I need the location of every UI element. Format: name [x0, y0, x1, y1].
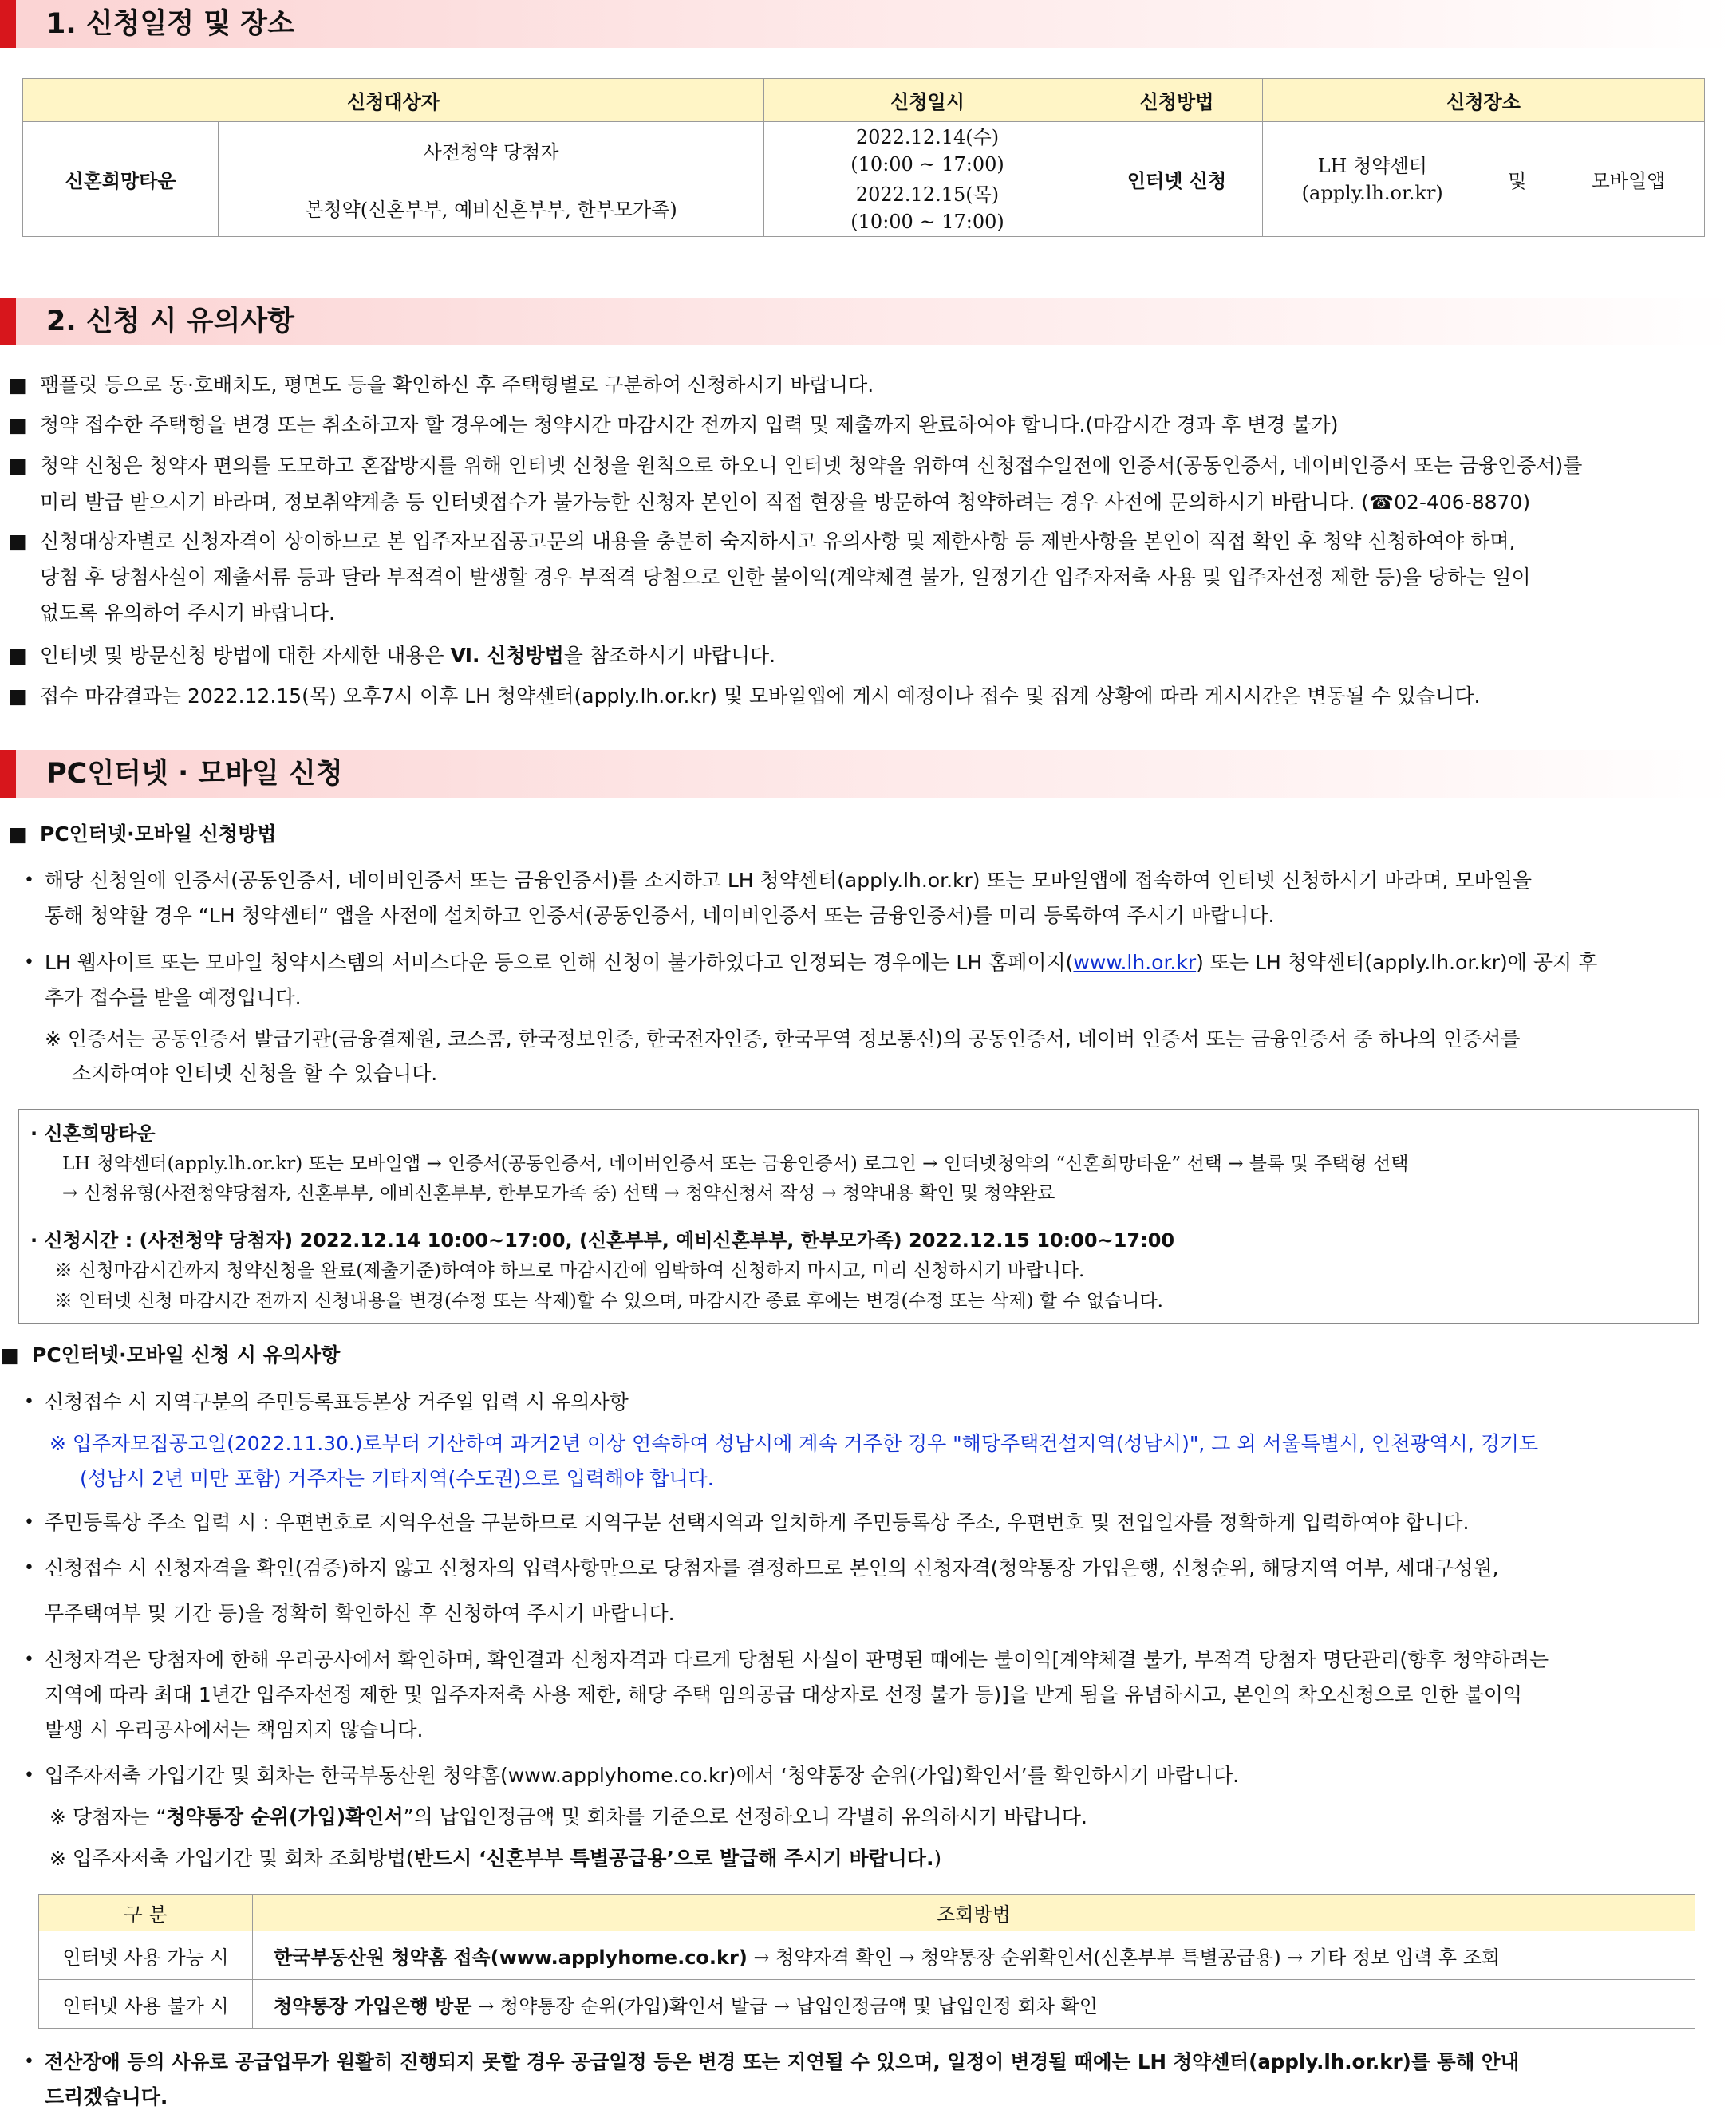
paragraph: 발생 시 우리공사에서는 책임지지 않습니다. [45, 1718, 424, 1741]
date-text: 2022.12.14(수) [855, 125, 1000, 148]
inquiry-category: 인터넷 사용 불가 시 [39, 1980, 253, 2029]
paragraph: 지역에 따라 최대 1년간 입주자선정 제한 및 입주자저축 사용 제한, 해당 주택 임의공급 대상자로 선정 불가 등)]을 받게 됨을 유념하시고, 본인의 착오신청으로 인한 불이익 [45, 1683, 1523, 1706]
application-info-box [18, 1109, 1699, 1324]
notice-text: 을 참조하시기 바랍니다. [563, 644, 776, 667]
bullet-dot: • [24, 1765, 34, 1785]
blue-note: (성남시 2년 미만 포함) 거주자는 기타지역(수도권)으로 입력해야 합니다. [80, 1467, 714, 1490]
note-text: ※ 입주자저축 가입기간 및 회차 조회방법( [49, 1847, 414, 1870]
bullet-dot: • [24, 1558, 34, 1578]
place-cell [1263, 122, 1705, 237]
paragraph: 해당 신청일에 인증서(공동인증서, 네이버인증서 또는 금융인증서)를 소지하고 LH 청약센터(apply.lh.or.kr) 또는 모바일앱에 접속하여 인터넷 신청하시기 바라며, 모바일을 [45, 869, 1533, 892]
inquiry-method-text: → 청약자격 확인 → 청약통장 순위확인서(신혼부부 특별공급용) → 기타 정보 입력 후 조회 [747, 1946, 1501, 1969]
phone-number: 02-406-8870 [1394, 491, 1523, 514]
notice-text: 미리 발급 받으시기 바라며, 정보취약계층 등 인터넷접수가 불가능한 신청자 본인이 직접 현장을 방문하여 청약하려는 경우 사전에 문의하시기 바랍니다. [40, 491, 1355, 514]
subheading-text: PC인터넷·모바일 신청방법 [40, 822, 277, 846]
paragraph: 무주택여부 및 기간 등)을 정확히 확인하신 후 신청하여 주시기 바랍니다. [45, 1602, 675, 1625]
section-3-title: PC인터넷 · 모바일 신청 [46, 758, 343, 790]
group-cell: 신혼희망타운 [23, 122, 219, 237]
paragraph [45, 946, 1597, 980]
bullet-dot: • [24, 1392, 34, 1412]
subheading: ■ PC인터넷·모바일 신청방법 [8, 822, 277, 846]
section-1-title: 1. 신청일정 및 장소 [46, 8, 294, 40]
section-2-header [0, 298, 1736, 345]
subheading: ■ PC인터넷·모바일 신청 시 유의사항 [0, 1343, 341, 1367]
inquiry-header-method: 조회방법 [253, 1895, 1695, 1931]
box-heading: · 신청시간 : (사전청약 당첨자) 2022.12.14 10:00~17:00, (신혼부부, 예비신혼부부, 한부모가족) 2022.12.15 10:00~17:00 [30, 1229, 1175, 1252]
col-header-date: 신청일시 [764, 79, 1091, 122]
note: ※ 인증서는 공동인증서 발급기관(금융결제원, 코스콤, 한국정보인증, 한국전자인증, 한국무역 정보통신)의 공동인증서, 네이버 인증서 또는 금융인증서 중 하나의 인증서를 [45, 1027, 1521, 1051]
time-text: (10:00 ~ 17:00) [850, 210, 1004, 233]
note-bold: 청약통장 순위(가입)확인서 [166, 1805, 404, 1828]
closing-paragraph: 전산장애 등의 사유로 공급업무가 원활히 진행되지 못할 경우 공급일정 등은 변경 또는 지연될 수 있으며, 일정이 변경될 때에는 LH 청약센터(apply.lh.or.kr)를 통해 안내 [45, 2050, 1520, 2073]
target-cell: 사전청약 당첨자 [219, 122, 764, 179]
box-line: → 신청유형(사전청약당첨자, 신혼부부, 예비신혼부부, 한부모가족 중) 선택 → 청약신청서 작성 → 청약내용 확인 및 청약완료 [62, 1183, 1055, 1204]
paragraph: 신청접수 시 지역구분의 주민등록표등본상 거주일 입력 시 유의사항 [45, 1390, 629, 1414]
note-text: ) [933, 1847, 942, 1870]
method-ref: Ⅵ. 신청방법 [450, 644, 564, 667]
notice-text: 신청대상자별로 신청자격이 상이하므로 본 입주자모집공고문의 내용을 충분히 숙지하시고 유의사항 및 제한사항 등 제반사항을 본인이 직접 확인 후 청약 신청하여야 하며, [40, 530, 1516, 553]
phone-icon: ☎ [1369, 491, 1395, 514]
notice-text: 인터넷 및 방문신청 방법에 대한 자세한 내용은 [40, 644, 444, 667]
notice-item: ■ 접수 마감결과는 2022.12.15(목) 오후7시 이후 LH 청약센터(apply.lh.or.kr) 및 모바일앱에 게시 예정이나 접수 및 집계 상황에 따라 게시시간은 변동될 수 있습니다. [8, 684, 1481, 708]
col-header-method: 신청방법 [1091, 79, 1263, 122]
section-1-header [0, 0, 1736, 48]
closing-paragraph: 드리겠습니다. [45, 2085, 168, 2108]
notice-text: 팸플릿 등으로 동·호배치도, 평면도 등을 확인하신 후 주택형별로 구분하여 신청하시기 바랍니다. [40, 373, 874, 396]
notice-text: 청약 신청은 청약자 편의를 도모하고 혼잡방지를 위해 인터넷 신청을 원칙으로 하오니 인터넷 청약을 위하여 신청접수일전에 인증서(공동인증서, 네이버인증서 또는 금융인증서)를 [40, 454, 1583, 477]
date-cell [764, 179, 1091, 237]
notice-item: ■ 청약 접수한 주택형을 변경 또는 취소하고자 할 경우에는 청약시간 마감시간 전까지 입력 및 제출까지 완료하여야 합니다.(마감시간 경과 후 변경 불가) [8, 413, 1339, 436]
notice-text-cont: 없도록 유의하여 주시기 바랍니다. [40, 601, 335, 625]
notice-text-cont: 미리 발급 받으시기 바라며, 정보취약계층 등 인터넷접수가 불가능한 신청자 본인이 직접 현장을 방문하여 청약하려는 경우 사전에 문의하시기 바랍니다. (☎02-406-8870) [40, 491, 1531, 514]
place-name: LH 청약센터 [1317, 154, 1427, 177]
bullet-dot: • [24, 1513, 34, 1532]
box-note: ※ 신청마감시간까지 청약신청을 완료(제출기준)하여야 하므로 마감시간에 임박하여 신청하지 마시고, 미리 신청하시기 바랍니다. [54, 1260, 1085, 1281]
box-note: ※ 인터넷 신청 마감시간 전까지 신청내용을 변경(수정 또는 삭제)할 수 있으며, 마감시간 종료 후에는 변경(수정 또는 삭제) 할 수 없습니다. [54, 1291, 1163, 1311]
schedule-table [22, 78, 1705, 237]
inquiry-table [38, 1894, 1695, 2029]
section-marker [0, 298, 16, 345]
inquiry-method [253, 1980, 1695, 2029]
inquiry-method-text: → 청약통장 순위(가입)확인서 발급 → 납입인정금액 및 납입인정 회차 확인 [471, 1994, 1098, 2017]
paragraph: 주민등록상 주소 입력 시 : 우편번호로 지역우선을 구분하므로 지역구분 선택지역과 일치하게 주민등록상 주소, 우편번호 및 전입일자를 정확하게 입력하여야 합니다. [45, 1511, 1470, 1534]
target-cell: 본청약(신혼부부, 예비신혼부부, 한부모가족) [219, 179, 764, 237]
inquiry-method-bold: 한국부동산원 청약홈 접속(www.applyhome.co.kr) [274, 1946, 748, 1969]
bullet-dot: • [24, 2052, 34, 2072]
paragraph: 추가 접수를 받을 예정입니다. [45, 986, 302, 1009]
notice-item: ■ 청약 신청은 청약자 편의를 도모하고 혼잡방지를 위해 인터넷 신청을 원칙으로 하오니 인터넷 청약을 위하여 신청접수일전에 인증서(공동인증서, 네이버인증서 또는 금융인증서)를 [8, 454, 1583, 477]
date-text: 2022.12.15(목) [855, 183, 1000, 206]
paragraph-text: LH 웹사이트 또는 모바일 청약시스템의 서비스다운 등으로 인해 신청이 불가하였다고 인정되는 경우에는 LH 홈페이지( [45, 951, 1074, 974]
note: 소지하여야 인터넷 신청을 할 수 있습니다. [72, 1062, 438, 1085]
place-center [1302, 152, 1443, 207]
method-cell: 인터넷 신청 [1091, 122, 1263, 237]
paragraph: 입주자저축 가입기간 및 회차는 한국부동산원 청약홈(www.applyhome.co.kr)에서 ‘청약통장 순위(가입)확인서’를 확인하시기 바랍니다. [45, 1764, 1240, 1787]
time-text: (10:00 ~ 17:00) [850, 152, 1004, 176]
bullet-dot: • [24, 952, 34, 972]
notice-text-cont: 당첨 후 당첨사실이 제출서류 등과 달라 부적격이 발생할 경우 부적격 당첨으로 인한 불이익(계약체결 불가, 일정기간 입주자저축 사용 및 입주자선정 제한 등)을 당하는 일이 [40, 566, 1531, 589]
place-url: (apply.lh.or.kr) [1301, 181, 1443, 204]
inquiry-category: 인터넷 사용 가능 시 [39, 1931, 253, 1980]
paragraph: 신청접수 시 신청자격을 확인(검증)하지 않고 신청자의 입력사항만으로 당첨자를 결정하므로 본인의 신청자격(청약통장 가입은행, 신청순위, 해당지역 여부, 세대구성원, [45, 1556, 1499, 1580]
section-3-header [0, 750, 1736, 798]
inquiry-method-bold: 청약통장 가입은행 방문 [274, 1994, 472, 2017]
notice-text: 접수 마감결과는 2022.12.15(목) 오후7시 이후 LH 청약센터(apply.lh.or.kr) 및 모바일앱에 게시 예정이나 접수 및 집계 상황에 따라 게시시간은 변동될 수 있습니다. [40, 684, 1481, 708]
note [49, 1842, 941, 1875]
bullet-dot: • [24, 870, 34, 890]
note-bold: 반드시 ‘신혼부부 특별공급용’으로 발급해 주시기 바랍니다. [413, 1847, 934, 1870]
paragraph: 통해 청약할 경우 “LH 청약센터” 앱을 사전에 설치하고 인증서(공동인증서, 네이버인증서 또는 금융인증서)를 미리 등록하여 주시기 바랍니다. [45, 904, 1275, 927]
subheading-text: PC인터넷·모바일 신청 시 유의사항 [32, 1343, 341, 1367]
blue-note: ※ 입주자모집공고일(2022.11.30.)로부터 기산하여 과거2년 이상 연속하여 성남시에 계속 거주한 경우 "해당주택건설지역(성남시)", 그 외 서울특별시, 인천광역시, 경기도 [49, 1432, 1539, 1455]
notice-item: ■ 신청대상자별로 신청자격이 상이하므로 본 입주자모집공고문의 내용을 충분히 숙지하시고 유의사항 및 제한사항 등 제반사항을 본인이 직접 확인 후 청약 신청하여야 하며, [8, 530, 1516, 553]
notice-text: 청약 접수한 주택형을 변경 또는 취소하고자 할 경우에는 청약시간 마감시간 전까지 입력 및 제출까지 완료하여야 합니다.(마감시간 경과 후 변경 불가) [40, 413, 1339, 436]
box-heading: · 신혼희망타운 [30, 1122, 156, 1145]
place-and: 및 [1508, 170, 1527, 192]
lh-homepage-link[interactable]: www.lh.or.kr [1073, 951, 1197, 974]
inquiry-header-category: 구 분 [39, 1895, 253, 1931]
col-header-place: 신청장소 [1263, 79, 1705, 122]
section-2-title: 2. 신청 시 유의사항 [46, 306, 294, 337]
paragraph-text: ) 또는 LH 청약센터(apply.lh.or.kr)에 공지 후 [1196, 951, 1598, 974]
bullet-dot: • [24, 1650, 34, 1670]
date-cell [764, 122, 1091, 179]
note [49, 1800, 1087, 1834]
notice-item: ■ 팸플릿 등으로 동·호배치도, 평면도 등을 확인하신 후 주택형별로 구분하여 신청하시기 바랍니다. [8, 373, 874, 396]
section-marker [0, 750, 16, 798]
box-line: LH 청약센터(apply.lh.or.kr) 또는 모바일앱 → 인증서(공동인증서, 네이버인증서 또는 금융인증서) 로그인 → 인터넷청약의 “신혼희망타운” 선택 → 블록 및 주택형 선택 [62, 1154, 1409, 1174]
paragraph: 신청자격은 당첨자에 한해 우리공사에서 확인하며, 확인결과 신청자격과 다르게 당첨된 사실이 판명된 때에는 불이익[계약체결 불가, 부적격 당첨자 명단관리(향후 청약하려는 [45, 1648, 1549, 1671]
note-text: ”의 납입인정금액 및 회차를 기준으로 선정하오니 각별히 유의하시기 바랍니다. [403, 1805, 1087, 1828]
notice-item: ■ 인터넷 및 방문신청 방법에 대한 자세한 내용은 Ⅵ. 신청방법을 참조하시기 바랍니다. [8, 644, 776, 667]
section-marker [0, 0, 16, 48]
place-app: 모바일앱 [1591, 170, 1666, 192]
inquiry-method [253, 1931, 1695, 1980]
col-header-target: 신청대상자 [23, 79, 764, 122]
note-text: ※ 당첨자는 “ [49, 1805, 167, 1828]
